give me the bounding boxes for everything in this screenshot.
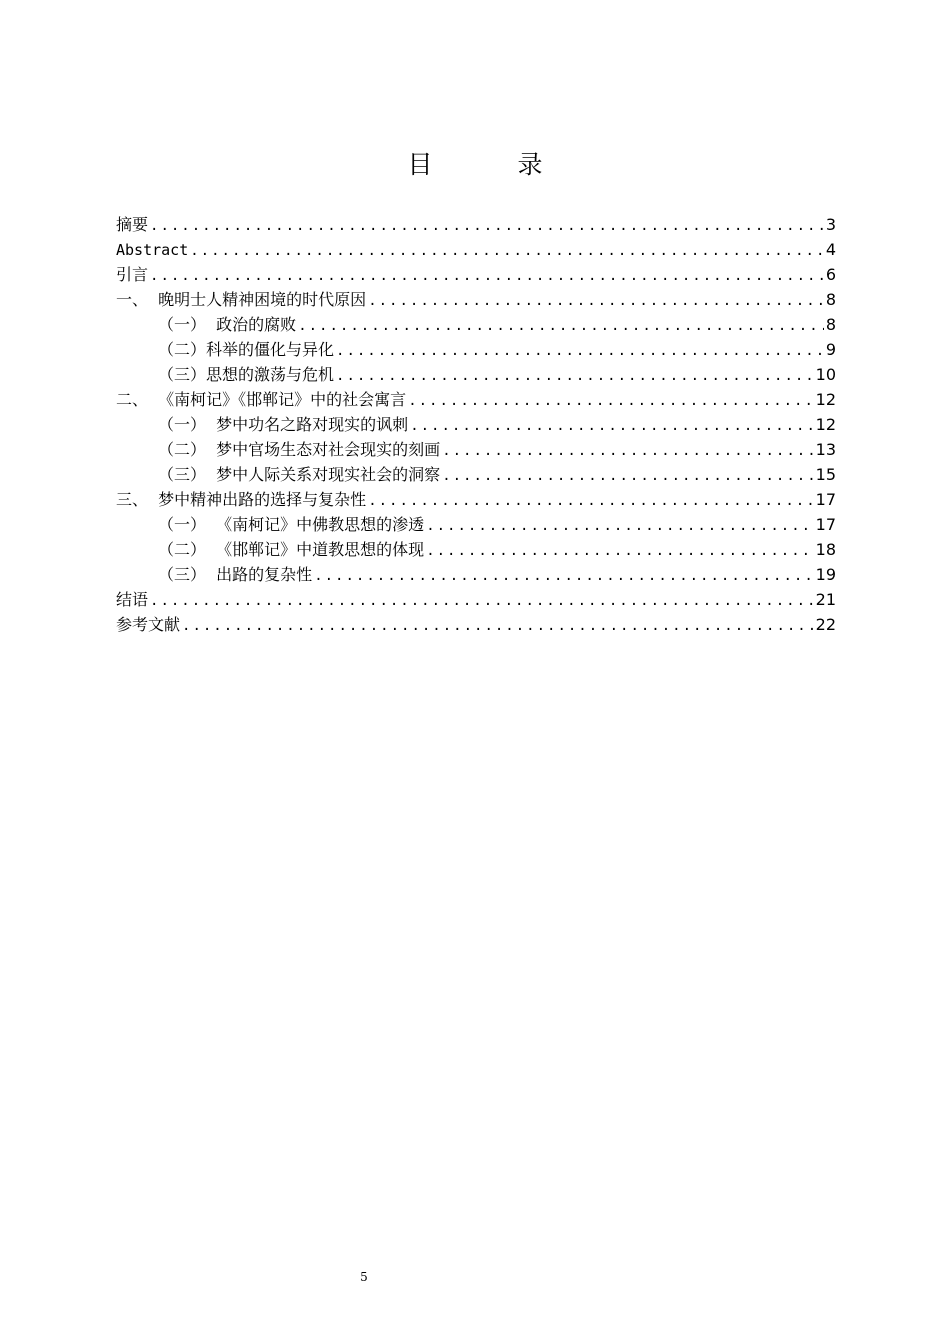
toc-entry[interactable]	[116, 562, 836, 587]
toc-entry[interactable]	[116, 462, 836, 487]
toc-dot-leader	[336, 364, 814, 389]
toc-entry[interactable]	[116, 412, 836, 437]
toc-dot-leader	[182, 614, 814, 639]
toc-dot-leader	[150, 214, 824, 239]
toc-dot-leader	[314, 564, 813, 589]
toc-entry-page: 17	[815, 490, 836, 509]
toc-entry-label: （三） 梦中人际关系对现实社会的洞察	[158, 465, 441, 484]
toc-entry-label: 一、 晚明士人精神困境的时代原因	[116, 290, 367, 309]
toc-entry-label: （二） 《邯郸记》中道教思想的体现	[158, 540, 425, 559]
toc-entry-label: 摘要	[116, 215, 149, 234]
toc-entry-page: 9	[825, 340, 836, 359]
toc-entry-page: 22	[815, 615, 836, 634]
toc-title: 目 录	[407, 150, 573, 179]
toc-entry[interactable]	[116, 262, 836, 287]
table-of-contents	[116, 212, 836, 637]
toc-entry-page: 21	[815, 590, 836, 609]
toc-dot-leader	[368, 489, 813, 514]
toc-entry[interactable]	[116, 437, 836, 462]
toc-entry-page: 3	[825, 215, 836, 234]
toc-entry[interactable]	[116, 387, 836, 412]
toc-dot-leader	[408, 389, 813, 414]
toc-entry-page: 17	[815, 515, 836, 534]
toc-entry[interactable]	[116, 512, 836, 537]
toc-entry-label: （二）科举的僵化与异化	[158, 340, 335, 359]
toc-entry-page: 12	[815, 415, 836, 434]
toc-dot-leader	[368, 289, 824, 314]
toc-entry-label: （一） 政治的腐败	[158, 315, 297, 334]
toc-entry[interactable]	[116, 287, 836, 312]
toc-dot-leader	[336, 339, 824, 364]
toc-entry-label: 三、 梦中精神出路的选择与复杂性	[116, 490, 367, 509]
toc-entry-page: 10	[815, 365, 836, 384]
toc-dot-leader	[190, 239, 824, 264]
toc-entry[interactable]	[116, 312, 836, 337]
toc-entry-label: 引言	[116, 265, 149, 284]
toc-dot-leader	[426, 514, 813, 539]
toc-entry-label: （三）思想的激荡与危机	[158, 365, 335, 384]
page-number: 5	[360, 1270, 368, 1284]
toc-entry[interactable]	[116, 362, 836, 387]
toc-entry[interactable]	[116, 237, 836, 262]
toc-entry-label: （一） 梦中功名之路对现实的讽刺	[158, 415, 409, 434]
toc-entry[interactable]	[116, 537, 836, 562]
toc-dot-leader	[442, 464, 813, 489]
toc-dot-leader	[298, 314, 824, 339]
toc-entry[interactable]	[116, 612, 836, 637]
toc-entry[interactable]	[116, 587, 836, 612]
toc-dot-leader	[150, 264, 824, 289]
toc-entry-page: 15	[815, 465, 836, 484]
toc-entry-page: 19	[815, 565, 836, 584]
toc-entry[interactable]	[116, 212, 836, 237]
toc-dot-leader	[150, 589, 814, 614]
toc-entry-page: 4	[825, 240, 836, 259]
toc-entry-page: 6	[825, 265, 836, 284]
toc-entry-label: （一） 《南柯记》中佛教思想的渗透	[158, 515, 425, 534]
toc-entry[interactable]	[116, 337, 836, 362]
toc-entry-page: 8	[825, 290, 836, 309]
toc-entry-label: （三） 出路的复杂性	[158, 565, 313, 584]
toc-entry-label: Abstract	[116, 241, 189, 259]
toc-entry-label: （二） 梦中官场生态对社会现实的刻画	[158, 440, 441, 459]
toc-dot-leader	[442, 439, 813, 464]
toc-entry-label: 参考文献	[116, 615, 181, 634]
toc-dot-leader	[426, 539, 813, 564]
toc-entry-page: 12	[815, 390, 836, 409]
toc-entry-page: 13	[815, 440, 836, 459]
toc-entry-label: 结语	[116, 590, 149, 609]
toc-entry[interactable]	[116, 487, 836, 512]
toc-entry-page: 18	[815, 540, 836, 559]
toc-dot-leader	[410, 414, 813, 439]
toc-entry-label: 二、 《南柯记》《邯郸记》中的社会寓言	[116, 390, 407, 409]
toc-entry-page: 8	[825, 315, 836, 334]
